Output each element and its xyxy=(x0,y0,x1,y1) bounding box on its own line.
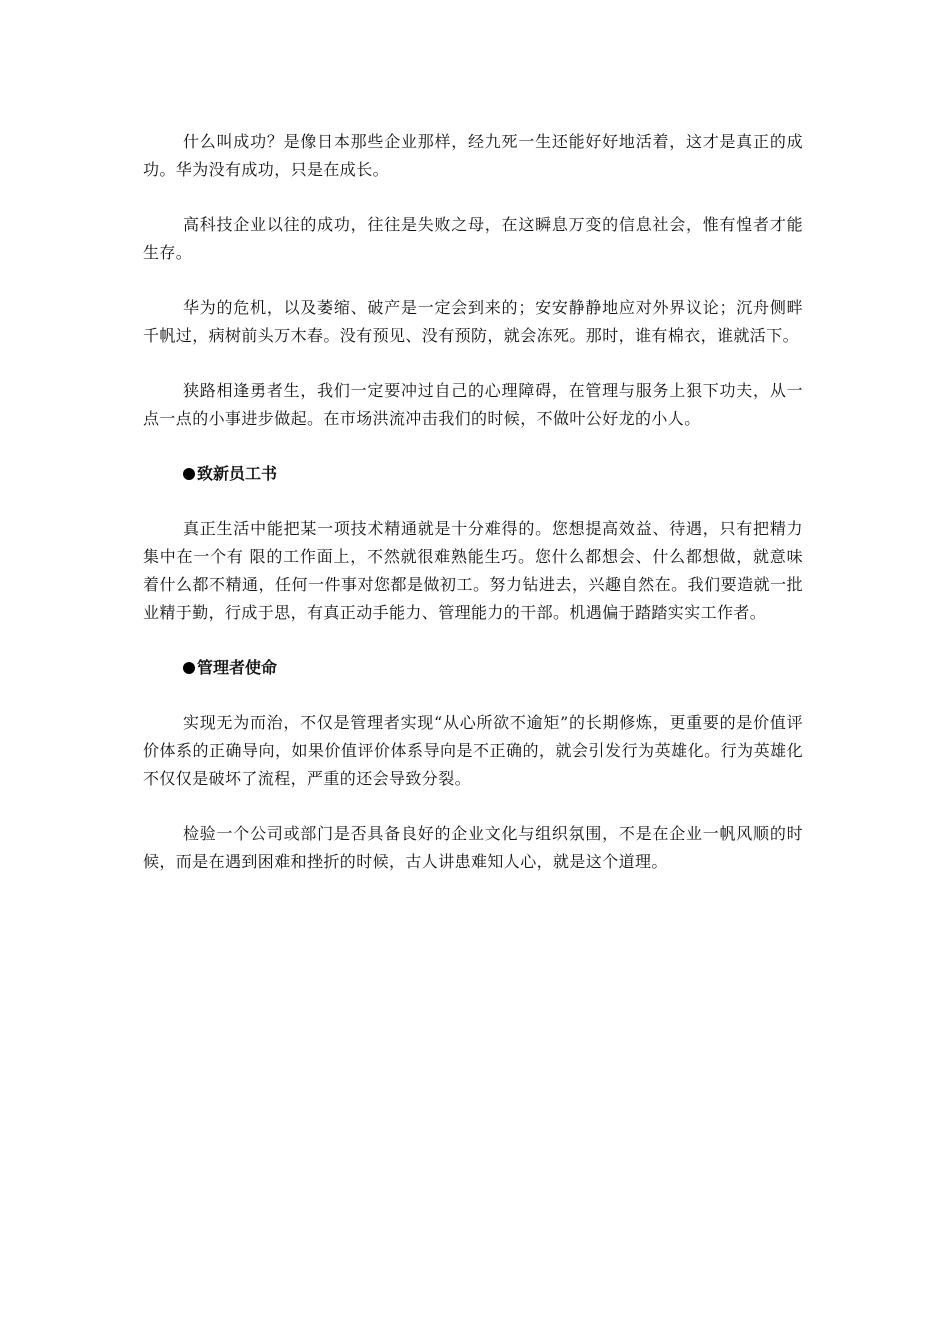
paragraph-high-tech: 高科技企业以往的成功，往往是失败之母，在这瞬息万变的信息社会，惟有惶者才能生存。 xyxy=(143,215,803,262)
section-heading-manager-mission xyxy=(143,654,803,682)
section-heading-new-employees xyxy=(143,460,803,488)
paragraph-governance: 实现无为而治，不仅是管理者实现“从心所欲不逾矩”的长期修炼，更重要的是价值评价体系的正确导向，如果价值评价体系导向是不正确的，就会引发行为英雄化。行为英雄化不仅仅是破坏了流程，严重的还会导致分裂。 xyxy=(143,713,803,788)
document-page xyxy=(143,128,803,903)
paragraph-culture: 检验一个公司或部门是否具备良好的企业文化与组织氛围，不是在企业一帆风顺的时候，而是在遇到困难和挫折的时候，古人讲患难知人心，就是这个道理。 xyxy=(143,824,803,871)
section-heading-label: 管理者使命 xyxy=(197,658,278,677)
bullet-dot-icon xyxy=(183,468,195,480)
bullet-dot-icon xyxy=(183,662,195,674)
paragraph-success: 什么叫成功？是像日本那些企业那样，经九死一生还能好好地活着，这才是真正的成功。华为没有成功，只是在成长。 xyxy=(143,132,803,179)
paragraph-courage: 狭路相逢勇者生，我们一定要冲过自己的心理障碍，在管理与服务上狠下功夫，从一点一点的小事进步做起。在市场洪流冲击我们的时候，不做叶公好龙的小人。 xyxy=(143,381,803,428)
section-heading-label: 致新员工书 xyxy=(197,464,278,483)
paragraph-crisis: 华为的危机，以及萎缩、破产是一定会到来的；安安静静地应对外界议论；沉舟侧畔千帆过，病树前头万木春。没有预见、没有预防，就会冻死。那时，谁有棉衣，谁就活下。 xyxy=(143,298,803,345)
paragraph-expertise: 真正生活中能把某一项技术精通就是十分难得的。您想提高效益、待遇，只有把精力集中在一个有 限的工作面上，不然就很难熟能生巧。您什么都想会、什么都想做，就意味着什么都不精通，任何一件事对您都是做初工。努力钻进去，兴趣自然在。我们要造就一批业精于勤，行成于思，有真正动手能力、管理能力的干部。机遇偏于踏踏实实工作者。 xyxy=(143,519,803,622)
